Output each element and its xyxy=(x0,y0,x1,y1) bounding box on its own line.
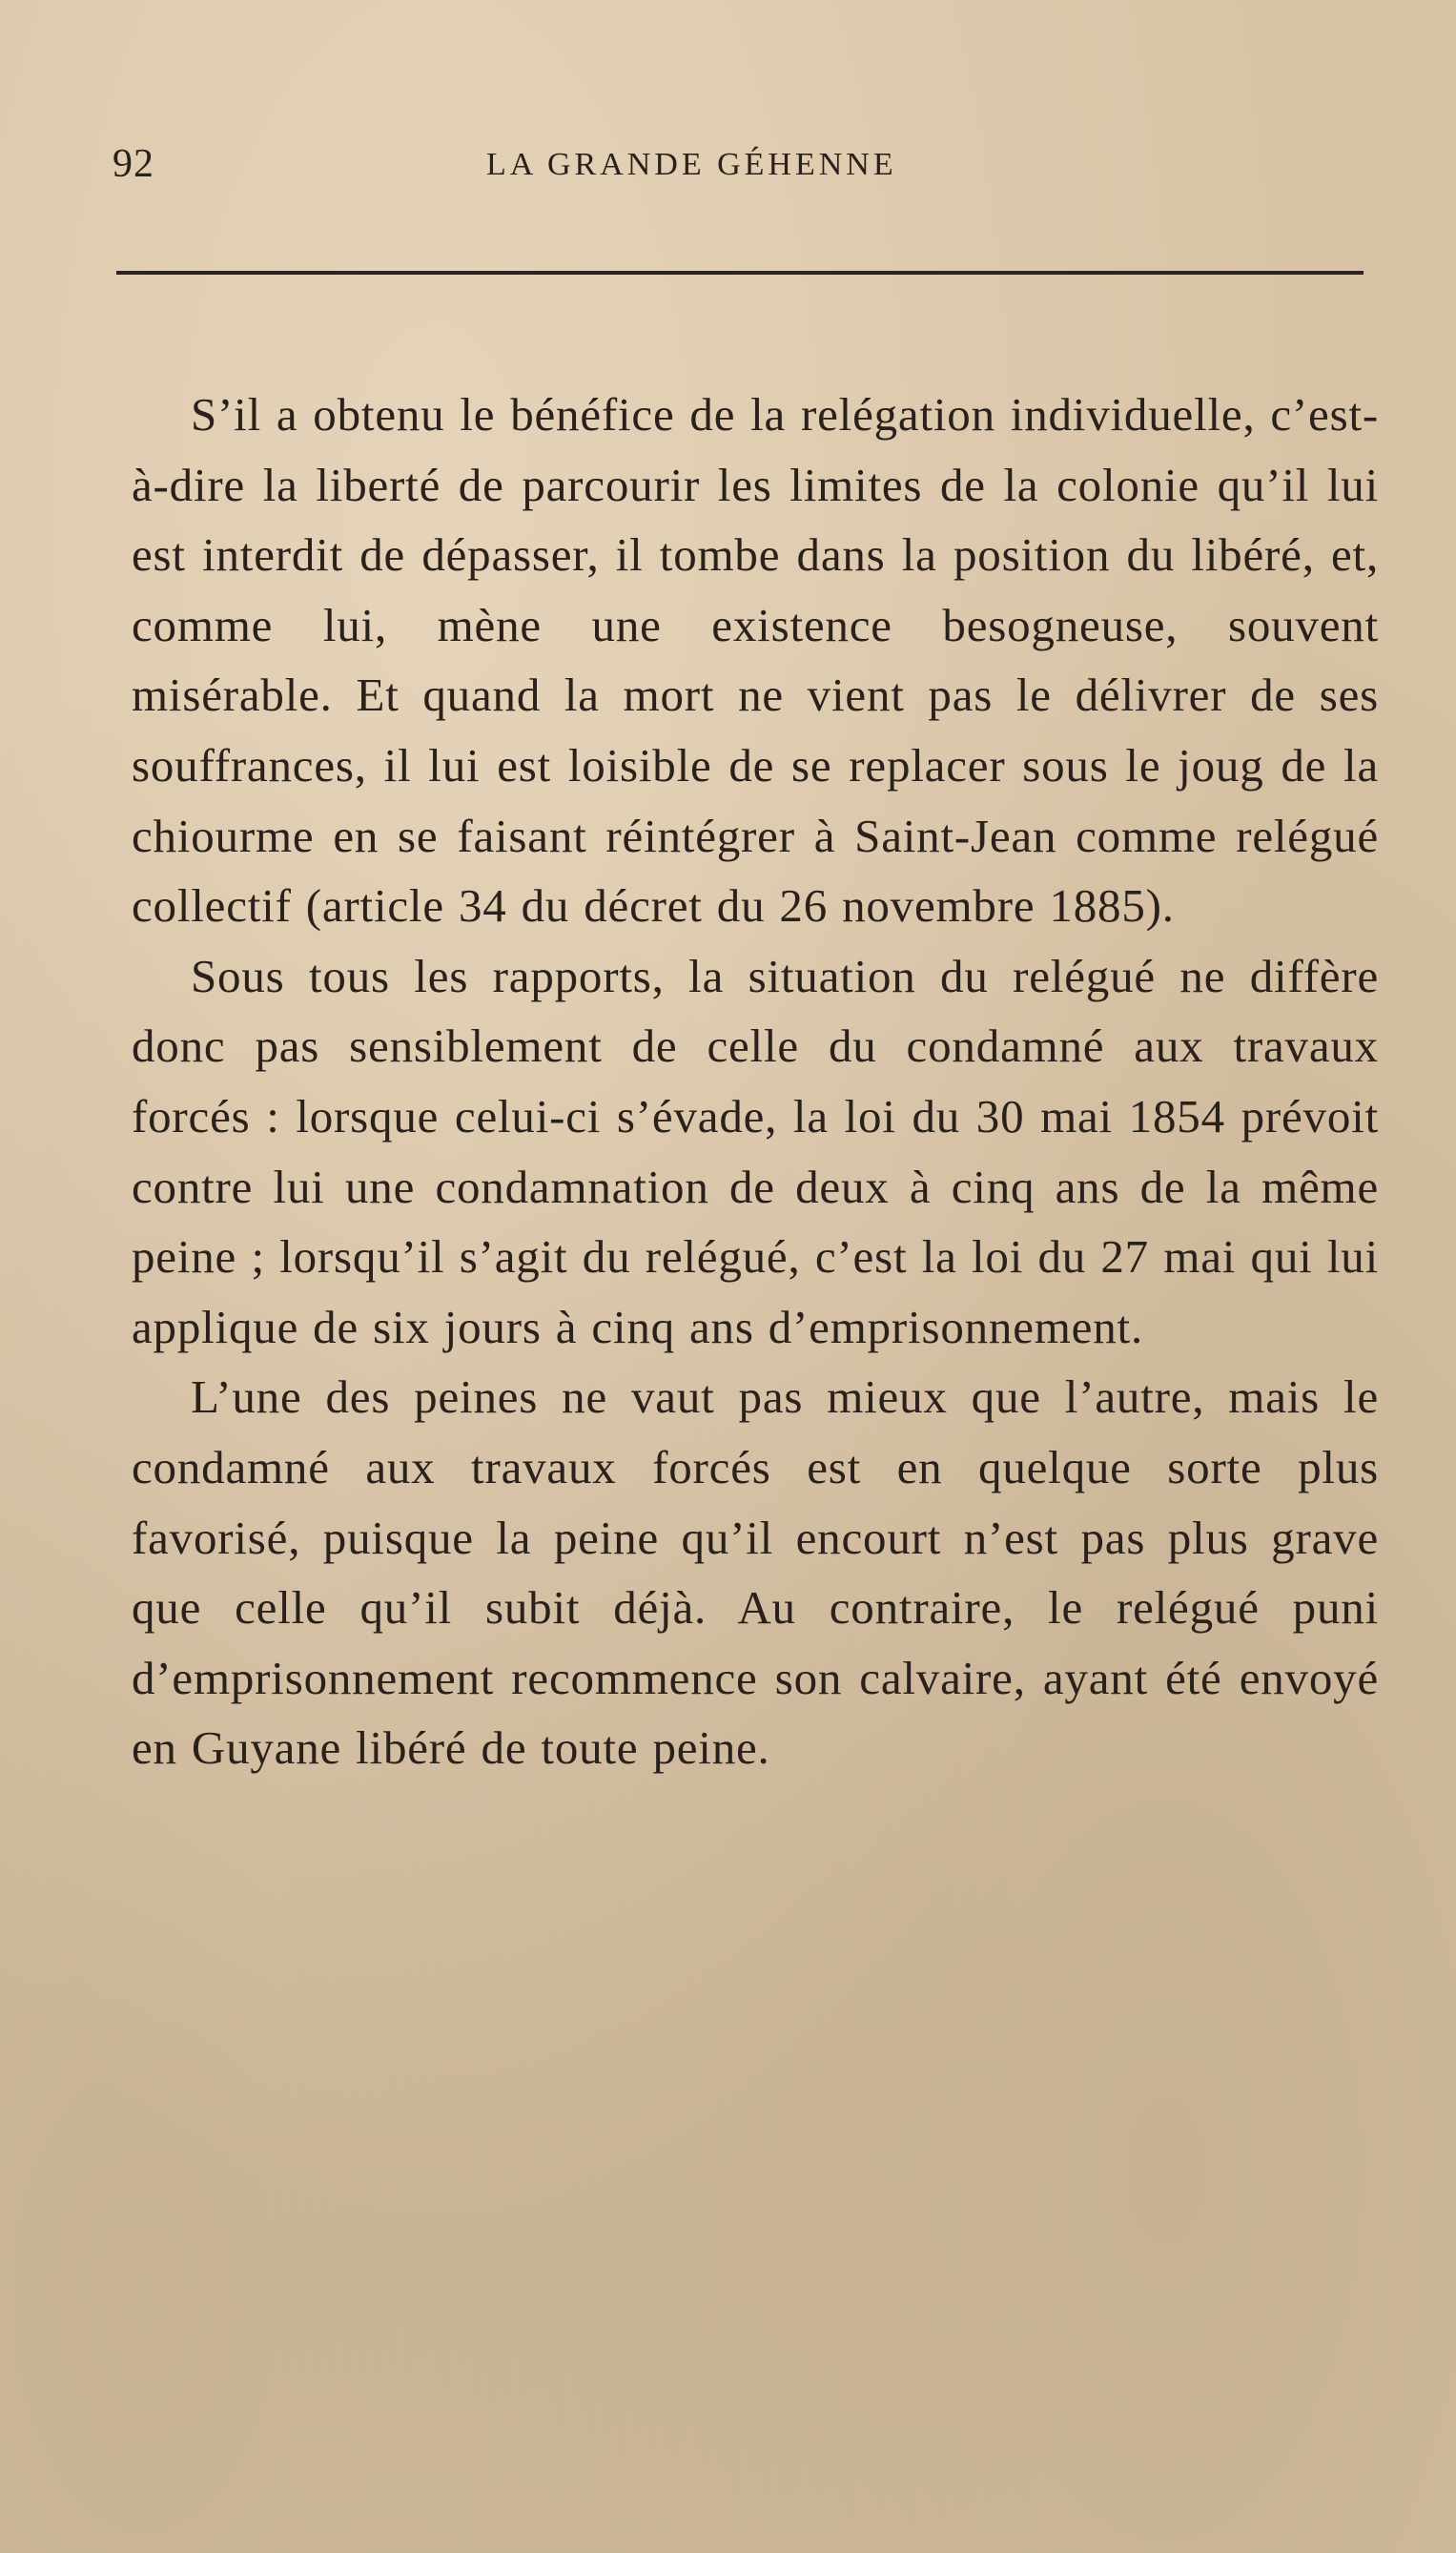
page-header xyxy=(113,134,1362,210)
body-text xyxy=(132,380,1379,1783)
paragraph-3: L’une des peines ne vaut pas mieux que l’autre, mais le condamné aux travaux forcés est en quelque sorte plus favorisé, puisque la peine qu’il encourt n’est pas plus grave que celle qu’il subit déjà. Au contraire, le relégué puni d’emprisonnement recommence son calvaire, ayant été envoyé en Guyane libéré de toute peine. xyxy=(132,1370,1379,1775)
page-number: 92 xyxy=(113,142,154,186)
header-rule xyxy=(116,271,1364,275)
running-title: LA GRANDE GÉHENNE xyxy=(486,147,897,182)
paragraph-2: Sous tous les rapports, la situation du relégué ne diffère donc pas sensiblement de celle du condamné aux travaux forcés : lorsque celui-ci s’évade, la loi du 30 mai 1854 prévoit contre lui une condamnation de deux à cinq ans de la même peine ; lorsqu’il s’agit du relégué, c’est la loi du 27 mai qui lui applique de six jours à cinq ans d’emprisonnement. xyxy=(132,949,1379,1353)
paragraph-1: S’il a obtenu le bénéfice de la relégation individuelle, c’est-à-dire la liberté de parcourir les limites de la colonie qu’il lui est interdit de dépasser, il tombe dans la position du libéré, et, comme lui, mène une existence besogneuse, souvent misérable. Et quand la mort ne vient pas le délivrer de ses souffrances, il lui est loisible de se replacer sous le joug de la chiourme en se faisant réintégrer à Saint-Jean comme relégué collectif (article 34 du décret du 26 novembre 1885). xyxy=(132,388,1379,933)
